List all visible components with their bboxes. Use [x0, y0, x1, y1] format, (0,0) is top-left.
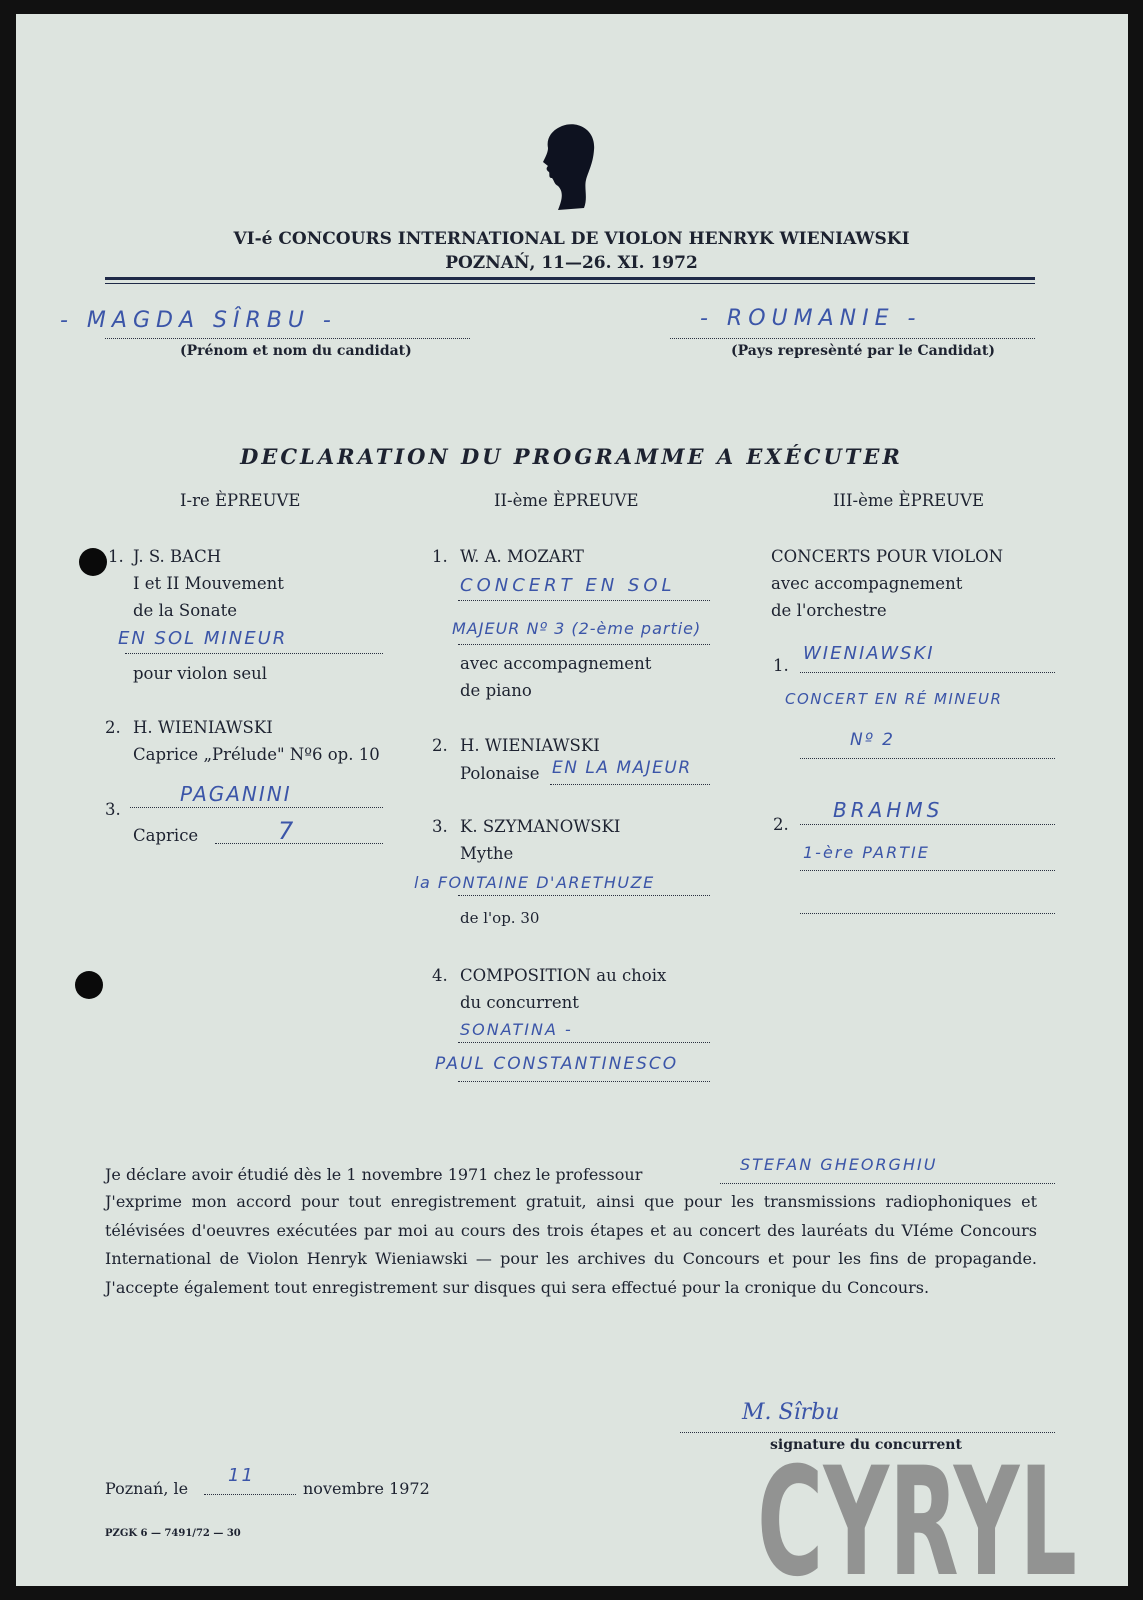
- date-prefix: Poznań, le: [105, 1479, 189, 1498]
- date-suffix: novembre 1972: [303, 1479, 430, 1498]
- handwritten-entry: BRAHMS: [833, 798, 944, 822]
- composer: J. S. BACH: [133, 547, 222, 566]
- country-value: - ROUMANIE -: [700, 306, 922, 331]
- work-text: Polonaise: [460, 764, 540, 783]
- handwritten-entry: Nº 2: [850, 730, 895, 750]
- handwritten-entry: CONCERT EN SOL: [460, 575, 676, 596]
- field-line: [670, 338, 1035, 339]
- contest-title: VI-é CONCOURS INTERNATIONAL DE VIOLON HENRYK WIENIAWSKI: [233, 229, 910, 249]
- field-line: [720, 1183, 1055, 1184]
- work-text: Caprice „Prélude" Nº6 op. 10: [133, 745, 380, 764]
- field-line: [800, 870, 1055, 871]
- item-number: 3.: [432, 817, 448, 836]
- punch-hole: [79, 548, 107, 576]
- handwritten-entry: 1-ère PARTIE: [803, 843, 930, 862]
- work-text: I et II Mouvement: [133, 574, 284, 593]
- field-line: [458, 1042, 710, 1043]
- signature-label: signature du concurrent: [770, 1437, 962, 1453]
- field-line: [215, 843, 383, 844]
- handwritten-entry: EN LA MAJEUR: [552, 758, 692, 778]
- section-title: CONCERTS POUR VIOLON: [771, 547, 1004, 566]
- professor-name: STEFAN GHEORGHIU: [740, 1155, 938, 1174]
- work-text: avec accompagnement: [771, 574, 963, 593]
- item-number: 2.: [432, 736, 448, 755]
- handwritten-entry: MAJEUR Nº 3 (2-ème partie): [452, 619, 702, 638]
- consent-paragraph: J'exprime mon accord pour tout enregistrement gratuit, ainsi que pour les transmissions radiophoniques et télévisées d'oeuvres exécutées par moi au cours des trois étapes et au concert des lauréats du VIéme Concours International de Violon Henryk Wieniawski — pour les archives du Concours et pour les fins de propagande. J'accepte également tout enregistrement sur disques qui sera effectué pour la cronique du Concours.: [105, 1192, 1037, 1297]
- field-line: [204, 1494, 296, 1495]
- handwritten-entry: PAGANINI: [180, 782, 292, 806]
- field-line: [800, 758, 1055, 759]
- field-line: [130, 807, 383, 808]
- item-number: 3.: [105, 800, 121, 819]
- field-line: [458, 600, 710, 601]
- handwritten-entry: CONCERT EN RÉ MINEUR: [785, 690, 1003, 708]
- col1-title: I-re ÈPREUVE: [180, 491, 301, 510]
- declaration-heading: DECLARATION DU PROGRAMME A EXÉCUTER: [240, 444, 903, 469]
- date-day: 11: [228, 1465, 255, 1486]
- item-number: 2.: [105, 718, 121, 737]
- cyryl-watermark: [755, 1462, 1080, 1580]
- work-text: avec accompagnement: [460, 654, 652, 673]
- field-line: [458, 1081, 710, 1082]
- field-line: [458, 895, 710, 896]
- declaration-text: Je déclare avoir étudié dès le 1 novembre 1971 chez le professour: [105, 1165, 643, 1184]
- handwritten-entry: la FONTAINE D'ARETHUZE: [414, 873, 655, 892]
- punch-hole: [75, 971, 103, 999]
- work-text: de l'orchestre: [771, 601, 887, 620]
- field-line: [125, 653, 383, 654]
- country-label: (Pays represènté par le Candidat): [731, 343, 995, 359]
- handwritten-entry: PAUL CONSTANTINESCO: [435, 1054, 679, 1074]
- signature-line: [680, 1432, 1055, 1433]
- col3-title: III-ème ÈPREUVE: [833, 491, 985, 510]
- handwritten-entry: WIENIAWSKI: [803, 643, 935, 664]
- composer: H. WIENIAWSKI: [460, 736, 600, 755]
- wieniawski-silhouette-logo: [540, 122, 600, 212]
- composer: H. WIENIAWSKI: [133, 718, 273, 737]
- composer: COMPOSITION au choix: [460, 966, 667, 985]
- field-line: [458, 644, 710, 645]
- print-code: PZGK 6 — 7491/72 — 30: [105, 1528, 241, 1539]
- field-line: [800, 913, 1055, 914]
- composer: W. A. MOZART: [460, 547, 584, 566]
- handwritten-entry: SONATINA -: [460, 1020, 573, 1039]
- signature: M. Sîrbu: [742, 1400, 840, 1425]
- handwritten-entry: EN SOL MINEUR: [118, 628, 288, 649]
- field-line: [800, 824, 1055, 825]
- watermark-text: CYRYL: [757, 1462, 1077, 1580]
- work-text: de piano: [460, 681, 532, 700]
- handwritten-entry: 7: [278, 817, 296, 845]
- field-line: [105, 338, 470, 339]
- contest-dates: POZNAŃ, 11—26. XI. 1972: [445, 253, 698, 273]
- composer: K. SZYMANOWSKI: [460, 817, 621, 836]
- candidate-name-label: (Prénom et nom du candidat): [180, 343, 412, 359]
- field-line: [800, 672, 1055, 673]
- work-text: Caprice: [133, 826, 199, 845]
- candidate-name-value: - MAGDA SÎRBU -: [60, 308, 337, 333]
- work-text: pour violon seul: [133, 664, 268, 683]
- item-number: 4.: [432, 966, 448, 985]
- item-number: 1.: [773, 656, 789, 675]
- divider: [105, 283, 1035, 284]
- work-text: Mythe: [460, 844, 514, 863]
- col2-title: II-ème ÈPREUVE: [494, 491, 639, 510]
- field-line: [550, 784, 710, 785]
- work-text: de la Sonate: [133, 601, 238, 620]
- item-number: 2.: [773, 815, 789, 834]
- work-text: du concurrent: [460, 993, 579, 1012]
- divider: [105, 277, 1035, 280]
- work-text: de l'op. 30: [460, 909, 540, 927]
- item-number: 1.: [108, 547, 124, 566]
- item-number: 1.: [432, 547, 448, 566]
